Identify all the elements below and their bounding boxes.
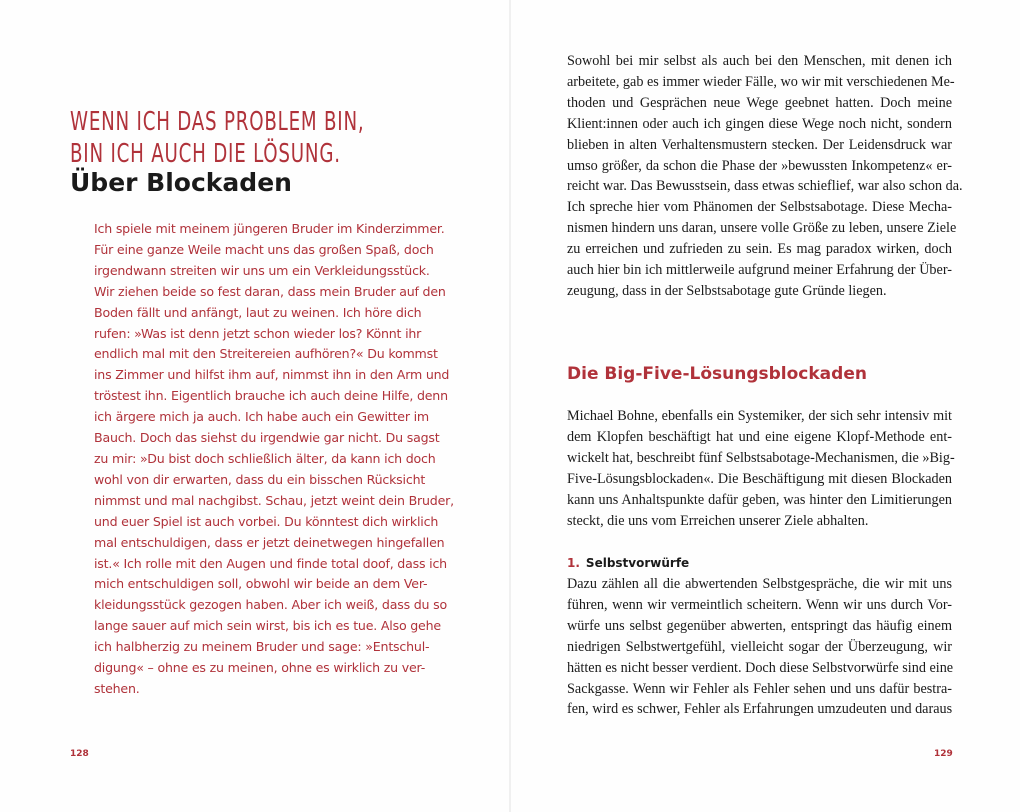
story-line: Für eine ganze Weile macht uns das großen Spaß, doch xyxy=(94,241,434,257)
story-line: lange sauer auf mich sein wirst, bis ich es tue. Also gehe xyxy=(94,618,441,634)
text-line: dem Klopfen beschäftigt hat und eine eigene Klopf-Methode ent- xyxy=(567,428,952,445)
story-line: endlich mal mit den Streitereien aufhören?« Du kommst xyxy=(94,346,438,362)
page-number: 129 xyxy=(934,749,953,759)
text-line: Dazu zählen all die abwertenden Selbstgespräche, die wir mit uns xyxy=(567,576,952,592)
story-line: stehen. xyxy=(94,680,140,696)
story-line: wohl von dir erwarten, dass du ein bisschen Rücksicht xyxy=(94,471,426,487)
body-paragraph xyxy=(567,574,952,720)
text-line: zu erreichen und zufrieden zu sein. Es mag paradox wirken, doch xyxy=(567,241,952,258)
text-line: auch hier bin ich mittlerweile aufgrund meiner Erfahrung der Über- xyxy=(567,262,952,279)
text-line: Five-Lösungsblockaden«. Die Beschäftigung mit diesen Blockaden xyxy=(567,470,952,487)
text-line: führen, wenn wir vermeintlich scheitern. Wenn wir uns durch Vor- xyxy=(567,596,952,613)
text-line: würfe uns selbst gegenüber abwerten, entspringt das häufig einem xyxy=(567,617,952,634)
page-number: 128 xyxy=(70,749,89,759)
story-line: Boden fällt und anfängt, laut zu weinen. Ich höre dich xyxy=(94,304,422,320)
story-line: ist.« Ich rolle mit den Augen und finde total doof, dass ich xyxy=(94,555,447,571)
story-line: Ich spiele mit meinem jüngeren Bruder im Kinderzimmer. xyxy=(94,221,445,236)
story-line: tröstest ihn. Eigentlich brauche ich auch deine Hilfe, denn xyxy=(94,388,448,404)
text-line: hätten es nicht besser verdient. Doch diese Selbstvorwürfe sind eine xyxy=(567,659,954,676)
body-paragraph xyxy=(567,406,955,531)
story-line: digung« – ohne es zu meinen, ohne es wirklich zu ver- xyxy=(94,660,426,676)
text-line: fen, wird es schwer, Fehler als Erfahrungen umzudeuten und daraus xyxy=(567,701,953,718)
right-page xyxy=(510,0,1020,812)
text-line: reicht war. Das Bewusstsein, dass etwas schieflief, war also schon da. xyxy=(567,178,963,195)
text-line: umso größer, da schon die Phase der »bewussten Inkompetenz« er- xyxy=(567,157,952,174)
chapter-title-line: WENN ICH DAS PROBLEM BIN, xyxy=(70,107,365,137)
text-line: blieben in alten Verhaltensmustern stecken. Der Leidensdruck war xyxy=(567,136,952,153)
story-line: zu mir: »Du bist doch schließlich älter, da kann ich doch xyxy=(94,450,436,466)
subheading-number: 1. xyxy=(567,556,580,570)
story-text xyxy=(94,219,454,700)
story-line: ich ärgere mich ja auch. Ich habe auch ein Gewitter im xyxy=(94,409,429,425)
text-line: Sowohl bei mir selbst als auch bei den Menschen, mit denen ich xyxy=(567,53,952,69)
story-line: kleidungsstück gezogen haben. Aber ich weiß, dass du so xyxy=(94,597,447,613)
text-line: nismen hindern uns daran, unsere volle Größe zu leben, unsere Ziele xyxy=(567,220,957,237)
chapter-title-line: BIN ICH AUCH DIE LÖSUNG. xyxy=(70,139,341,169)
story-line: mich entschuldigen soll, obwohl wir beide an dem Ver- xyxy=(94,576,428,592)
text-line: Ich spreche hier vom Phänomen der Selbstsabotage. Diese Mecha- xyxy=(567,199,952,216)
story-line: und euer Spiel ist auch vorbei. Du könntest dich wirklich xyxy=(94,513,439,529)
body-paragraph xyxy=(567,51,963,302)
story-line: nimmst und mal nachgibst. Schau, jetzt weint dein Bruder, xyxy=(94,492,454,508)
text-line: Klient:innen oder auch ich gingen diese Wege noch nicht, sondern xyxy=(567,115,952,132)
story-line: irgendwann streiten wir uns um ein Verkleidungsstück. xyxy=(94,262,430,278)
story-line: ich halbherzig zu meinem Bruder und sage: »Entschul- xyxy=(94,639,430,655)
text-line: Michael Bohne, ebenfalls ein Systemiker, der sich sehr intensiv mit xyxy=(567,408,952,424)
text-line: arbeitete, gab es immer wieder Fälle, wo wir mit verschiedenen Me- xyxy=(567,73,955,90)
story-line: Wir ziehen beide so fest daran, dass mein Bruder auf den xyxy=(94,283,446,299)
text-line: thoden und Gesprächen neue Wege geebnet hatten. Doch meine xyxy=(567,94,952,111)
story-line: ins Zimmer und hilfst ihm auf, nimmst ihn in den Arm und xyxy=(94,367,450,383)
subheading-label: Selbstvorwürfe xyxy=(585,556,690,570)
text-line: wickelt hat, beschreibt fünf Selbstsabotage-Mechanismen, die »Big- xyxy=(567,449,955,466)
chapter-subtitle: Über Blockaden xyxy=(70,168,292,197)
section-heading: Die Big-Five-Lösungsblockaden xyxy=(567,364,867,384)
text-line: zeugung, dass in der Selbstsabotage gute Gründe liegen. xyxy=(567,282,887,299)
story-line: mal entschuldigen, dass er jetzt deinetwegen hingefallen xyxy=(94,534,445,550)
story-line: rufen: »Was ist denn jetzt schon wieder los? Könnt ihr xyxy=(94,325,422,341)
text-line: niedrigen Selbstwertgefühl, vielleicht sogar der Überzeugung, wir xyxy=(567,638,952,655)
story-line: Bauch. Doch das siehst du irgendwie gar nicht. Du sagst xyxy=(94,430,440,446)
numbered-subheading xyxy=(567,556,689,570)
text-line: steckt, die uns vom Erreichen unserer Ziele abhalten. xyxy=(567,512,869,529)
text-line: kann uns Anhaltspunkte dafür geben, was hinter den Limitierungen xyxy=(567,491,952,508)
chapter-title xyxy=(70,106,382,170)
text-line: Sackgasse. Wenn wir Fehler als Fehler sehen und uns dafür bestra- xyxy=(567,680,952,697)
